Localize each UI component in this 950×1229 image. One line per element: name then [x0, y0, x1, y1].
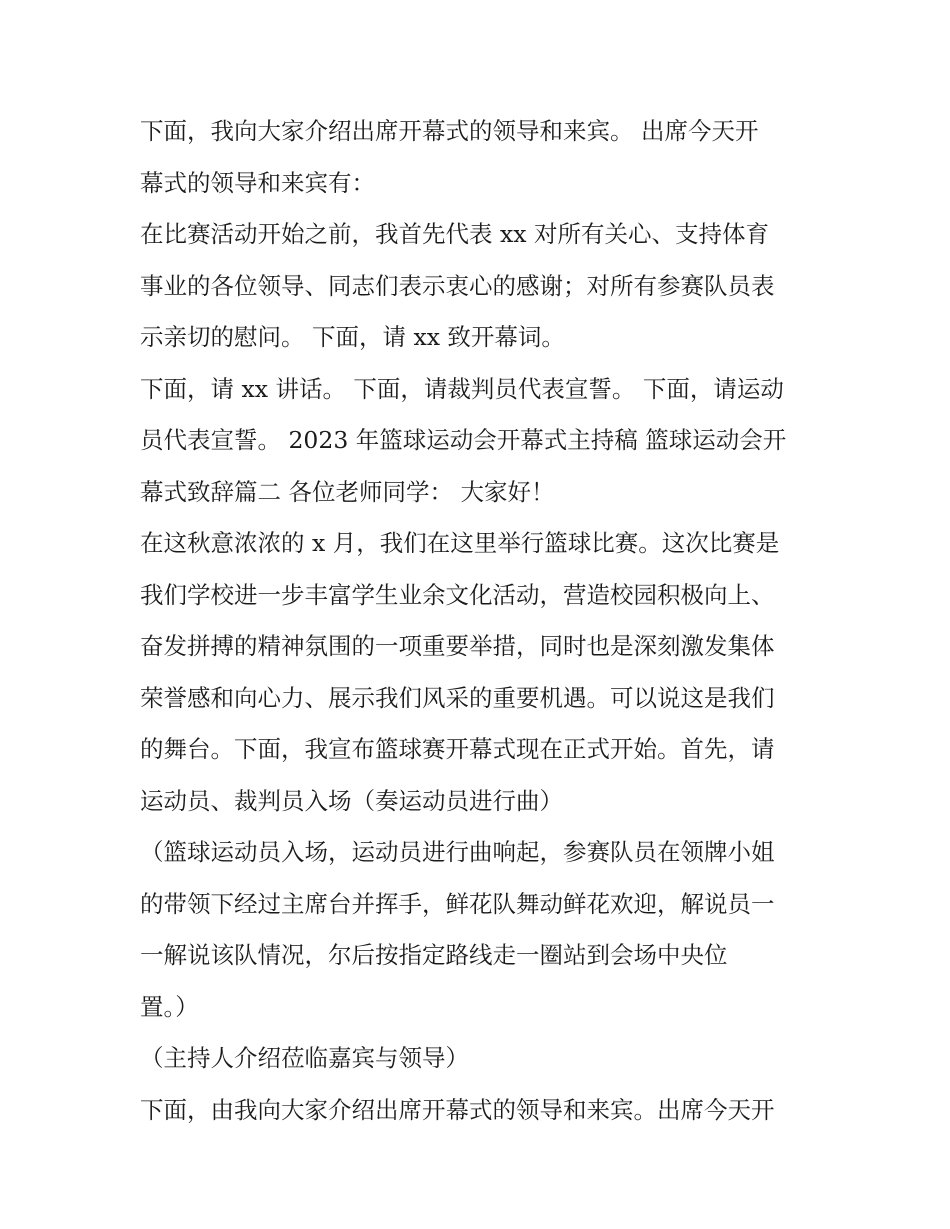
document-body	[140, 106, 820, 1136]
text-line: 在比赛活动开始之前，我首先代表 xx 对所有关心、支持体育	[140, 220, 769, 248]
text-line: 一解说该队情况，尔后按指定路线走一圈站到会场中央位	[140, 941, 728, 969]
text-line: 事业的各位领导、同志们表示衷心的感谢；对所有参赛队员表	[140, 271, 775, 300]
text-line: 幕式致辞篇二 各位老师同学： 大家好！	[140, 477, 555, 506]
text-line: 在这秋意浓浓的 x 月，我们在这里举行篮球比赛。这次比赛是	[140, 529, 780, 557]
text-line: 的舞台。下面，我宣布篮球赛开幕式现在正式开始。首先，请	[140, 735, 775, 763]
text-line: 置。）	[140, 992, 199, 1021]
text-line: 下面，请 xx 讲话。 下面，请裁判员代表宣誓。 下面，请运动	[140, 374, 784, 403]
text-line: 幕式的领导和来宾有：	[140, 168, 375, 197]
text-line: 奋发拼搏的精神氛围的一项重要举措，同时也是深刻激发集体	[140, 632, 775, 660]
text-line: （篮球运动员入场，运动员进行曲响起，参赛队员在领牌小姐	[140, 838, 775, 866]
text-line: （主持人介绍莅临嘉宾与领导）	[140, 1044, 469, 1072]
text-line: 的带领下经过主席台并挥手，鲜花队舞动鲜花欢迎，解说员一	[140, 889, 775, 918]
text-line: 员代表宣誓。 2023 年篮球运动会开幕式主持稿 篮球运动会开	[140, 426, 787, 454]
text-line: 运动员、裁判员入场（奏运动员进行曲）	[140, 786, 563, 815]
text-line: 示亲切的慰问。 下面，请 xx 致开幕词。	[140, 323, 565, 351]
text-line: 我们学校进一步丰富学生业余文化活动，营造校园积极向上、	[140, 580, 775, 609]
text-line: 下面，由我向大家介绍出席开幕式的领导和来宾。出席今天开	[140, 1095, 775, 1124]
text-line: 荣誉感和向心力、展示我们风采的重要机遇。可以说这是我们	[140, 683, 775, 712]
text-line: 下面，我向大家介绍出席开幕式的领导和来宾。 出席今天开	[140, 117, 759, 145]
